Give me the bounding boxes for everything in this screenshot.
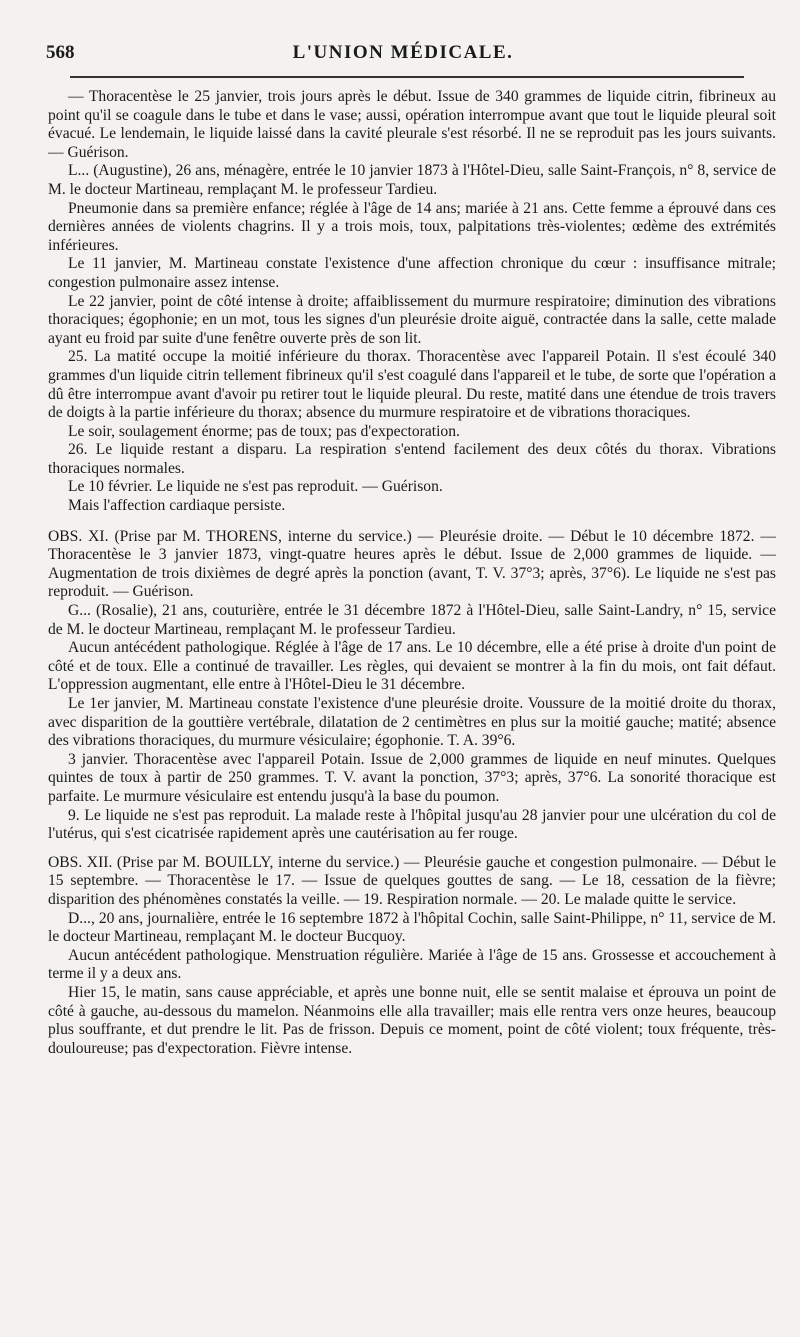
running-title: L'UNION MÉDICALE. (292, 42, 514, 63)
paragraph: Hier 15, le matin, sans cause appréciable, et après une bonne nuit, elle se sentit malaise et éprouva un point de côté à gauche, au-dessous du mamelon. Néanmoins elle alla travailler; mais elle rentra vers onze heures, beaucoup plus souffrante, et dut prendre le lit. Pas de frisson. Depuis ce moment, point de côté violent; toux fréquente, très-douloureuse; pas d'expectoration. Fièvre intense. (48, 983, 776, 1057)
paragraph: Aucun antécédent pathologique. Réglée à l'âge de 17 ans. Le 10 décembre, elle a été prise à droite d'un point de côté et de toux. Elle a continué de travailler. Les règles, qui devaient se montrer à la fin du mois, ont fait défaut. L'oppression augmentant, elle entre à l'Hôtel-Dieu le 31 décembre. (48, 639, 776, 694)
paragraph: — Thoracentèse le 25 janvier, trois jours après le début. Issue de 340 grammes de liquide citrin, fibrineux au point qu'il se coagule dans le tube et dans le vase; aussi, opération interrompue avant que tout le liquide pleural soit évacué. Le lendemain, le liquide laissé dans la cavité pleurale s'est résorbé. Il ne se reproduit pas les jours suivants. — Guérison. (48, 88, 776, 161)
paragraph: Pneumonie dans sa première enfance; réglée à l'âge de 14 ans; mariée à 21 ans. Cette femme a éprouvé dans ces dernières années de violents chagrins. Il y a trois mois, toux, palpitations très-violentes; œdème des extrémités inférieures. (48, 199, 776, 254)
paragraph: Mais l'affection cardiaque persiste. (68, 497, 286, 515)
paragraph: Le 10 février. Le liquide ne s'est pas reproduit. — Guérison. (68, 478, 443, 496)
observation-heading-xi: OBS. XI. (Prise par M. THORENS, interne du service.) — Pleurésie droite. — Début le 10 décembre 1872. — Thoracentèse le 3 janvier 1873, vingt-quatre heures après le début. Issue de 2,000 grammes de liquide. — Augmentation de trois dixièmes de degré après la ponction (avant, T. V. 37°3; après, 37°6). Le liquide ne s'est pas reproduit. — Guérison. (48, 527, 776, 601)
paragraph: L... (Augustine), 26 ans, ménagère, entrée le 10 janvier 1873 à l'Hôtel-Dieu, salle Saint-François, n° 8, service de M. le docteur Martineau, remplaçant M. le professeur Tardieu. (48, 162, 776, 198)
page-header (46, 42, 760, 72)
paragraph: 26. Le liquide restant a disparu. La respiration s'entend facilement des deux côtés du thorax. Vibrations thoraciques normales. (48, 441, 776, 477)
paragraph: Aucun antécédent pathologique. Menstruation régulière. Mariée à l'âge de 15 ans. Grossesse et accouchement à terme il y a deux ans. (48, 946, 776, 983)
paragraph: 25. La matité occupe la moitié inférieure du thorax. Thoracentèse avec l'appareil Potain. Il s'est écoulé 340 grammes d'un liquide citrin tellement fibrineux qu'il s'est coagulé dans l'appareil et le tube, de sorte que l'opération a dû être interrompue avant d'avoir pu retirer tout le liquide pleural. Du reste, matité dans une étendue de trois travers de doigts à la partie inférieure du thorax; absence du murmure respiratoire et de vibrations thoraciques. (48, 348, 776, 422)
paragraph: 9. Le liquide ne s'est pas reproduit. La malade reste à l'hôpital jusqu'au 28 janvier pour une ulcération du col de l'utérus, qui s'est cicatrisée rapidement après une cautérisation au fer rouge. (48, 806, 776, 843)
header-rule (70, 76, 744, 78)
paragraph: D..., 20 ans, journalière, entrée le 16 septembre 1872 à l'hôpital Cochin, salle Saint-Philippe, n° 11, service de M. le docteur Martineau, remplaçant M. le docteur Bucquoy. (48, 909, 776, 946)
paragraph: Le 22 janvier, point de côté intense à droite; affaiblissement du murmure respiratoire; diminution des vibrations thoraciques; égophonie; en un mot, tous les signes d'un pleurésie droite aiguë, contractée dans la salle, cette malade ayant eu froid par suite d'une fenêtre ouverte près de son lit. (48, 292, 776, 347)
paragraph: G... (Rosalie), 21 ans, couturière, entrée le 31 décembre 1872 à l'Hôtel-Dieu, salle Saint-Landry, n° 15, service de M. le docteur Martineau, remplaçant M. le professeur Tardieu. (48, 602, 776, 638)
paragraph: Le soir, soulagement énorme; pas de toux; pas d'expectoration. (68, 422, 460, 440)
body-text (48, 88, 776, 1317)
paragraph: Le 1er janvier, M. Martineau constate l'existence d'une pleurésie droite. Voussure de la moitié droite du thorax, avec disparition de la gouttière vertébrale, dilatation de 2 centimètres en plus sur la moitié gauche; matité; absence des vibrations thoraciques, du murmure vésiculaire; égophonie. T. A. 39°6. (48, 695, 776, 750)
page-number: 568 (46, 42, 75, 63)
paragraph: 3 janvier. Thoracentèse avec l'appareil Potain. Issue de 2,000 grammes de liquide en neuf minutes. Quelques quintes de toux à partir de 250 grammes. T. V. avant la ponction, 37°3; après, 37°6. La sonorité thoracique est parfaite. Le murmure vésiculaire est entendu jusqu'à la base du poumon. (48, 750, 776, 805)
paragraph: Le 11 janvier, M. Martineau constate l'existence d'une affection chronique du cœur : insuffisance mitrale; congestion pulmonaire assez intense. (48, 255, 776, 291)
observation-heading-xii: OBS. XII. (Prise par M. BOUILLY, interne du service.) — Pleurésie gauche et congestion pulmonaire. — Début le 15 septembre. — Thoracentèse le 17. — Issue de quelques gouttes de sang. — Le 18, cessation de la fièvre; disparition des phénomènes constatés la veille. — 19. Respiration normale. — 20. Le malade quitte le service. (48, 853, 776, 908)
